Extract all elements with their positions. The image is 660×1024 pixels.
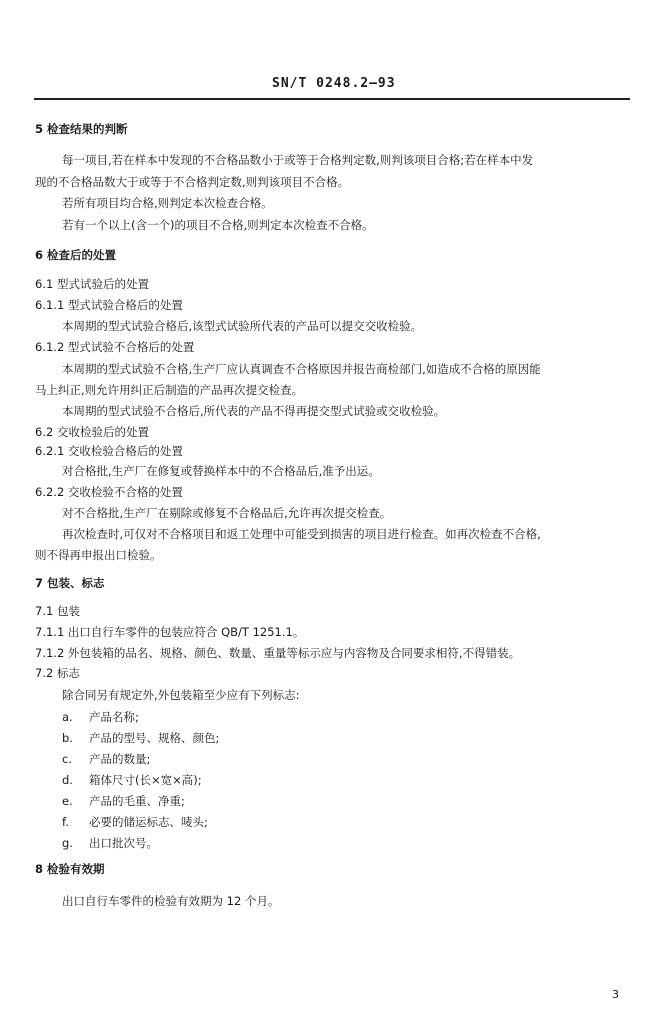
marking-item-text: 产品的型号、规格、颜色; [89, 731, 220, 745]
section-6-1-2-paragraph-1-line-2: 马上纠正,则允许用纠正后制造的产品再次提交检查。 [35, 383, 304, 397]
section-7-1-1: 7.1.1 出口自行车零件的包装应符合 QB/T 1251.1。 [35, 625, 305, 639]
section-7-2-intro: 除合同另有规定外,外包装箱至少应有下列标志: [62, 688, 300, 702]
section-7-heading: 7 包装、标志 [35, 576, 105, 590]
marking-item-letter: a. [62, 710, 73, 724]
section-5-paragraph-1-line-2: 现的不合格品数大于或等于不合格判定数,则判该项目不合格。 [35, 175, 350, 189]
section-6-heading: 6 检查后的处置 [35, 248, 117, 262]
marking-item-letter: b. [62, 731, 73, 745]
marking-item-letter: g. [62, 836, 73, 850]
marking-item-text: 产品的毛重、净重; [89, 794, 185, 808]
section-7-1-heading: 7.1 包装 [35, 604, 80, 618]
section-7-2-heading: 7.2 标志 [35, 666, 80, 680]
section-6-1-1-heading: 6.1.1 型式试验合格后的处置 [35, 298, 183, 312]
header-rule [34, 98, 630, 100]
section-6-2-2-paragraph-2-line-2: 则不得再申报出口检验。 [35, 548, 162, 562]
section-8-paragraph: 出口自行车零件的检验有效期为 12 个月。 [62, 894, 280, 908]
section-5-paragraph-2: 若所有项目均合格,则判定本次检查合格。 [62, 196, 273, 210]
section-6-1-2-paragraph-1-line-1: 本周期的型式试验不合格,生产厂应认真调查不合格原因并报告商检部门,如造成不合格的原因能 [62, 362, 541, 376]
marking-item-text: 产品的数量; [89, 752, 151, 766]
section-6-2-1-heading: 6.2.1 交收检验合格后的处置 [35, 444, 183, 458]
section-6-1-heading: 6.1 型式试验后的处置 [35, 277, 149, 291]
page-number: 3 [612, 988, 619, 1001]
section-6-2-2-paragraph-2-line-1: 再次检查时,可仅对不合格项目和返工处理中可能受到损害的项目进行检查。如再次检查不合格, [62, 527, 541, 541]
section-5-paragraph-1-line-1: 每一项目,若在样本中发现的不合格品数小于或等于合格判定数,则判该项目合格;若在样本中发 [62, 153, 534, 167]
marking-item-text: 箱体尺寸(长×宽×高); [89, 773, 202, 787]
marking-item-text: 必要的储运标志、唛头; [89, 815, 208, 829]
section-6-2-heading: 6.2 交收检验后的处置 [35, 425, 149, 439]
document-header: SN/T 0248.2—93 [272, 76, 396, 91]
section-6-2-1-paragraph: 对合格批,生产厂在修复或替换样本中的不合格品后,准予出运。 [62, 464, 380, 478]
marking-item-letter: e. [62, 794, 73, 808]
section-6-1-2-heading: 6.1.2 型式试验不合格后的处置 [35, 340, 195, 354]
section-5-paragraph-3: 若有一个以上(含一个)的项目不合格,则判定本次检查不合格。 [62, 218, 374, 232]
section-8-heading: 8 检验有效期 [35, 862, 105, 876]
marking-item-letter: c. [62, 752, 72, 766]
marking-item-text: 出口批次号。 [89, 836, 158, 850]
marking-item-letter: f. [62, 815, 69, 829]
section-6-2-2-heading: 6.2.2 交收检验不合格的处置 [35, 485, 183, 499]
section-6-2-2-paragraph-1: 对不合格批,生产厂在剔除或修复不合格品后,允许再次提交检查。 [62, 506, 392, 520]
section-6-1-1-paragraph: 本周期的型式试验合格后,该型式试验所代表的产品可以提交交收检验。 [62, 319, 423, 333]
section-6-1-2-paragraph-2: 本周期的型式试验不合格后,所代表的产品不得再提交型式试验或交收检验。 [62, 404, 446, 418]
marking-item-text: 产品名称; [89, 710, 139, 724]
section-7-1-2: 7.1.2 外包装箱的品名、规格、颜色、数量、重量等标示应与内容物及合同要求相符,不得错装。 [35, 646, 521, 660]
marking-item-letter: d. [62, 773, 73, 787]
section-5-heading: 5 检查结果的判断 [35, 122, 128, 136]
